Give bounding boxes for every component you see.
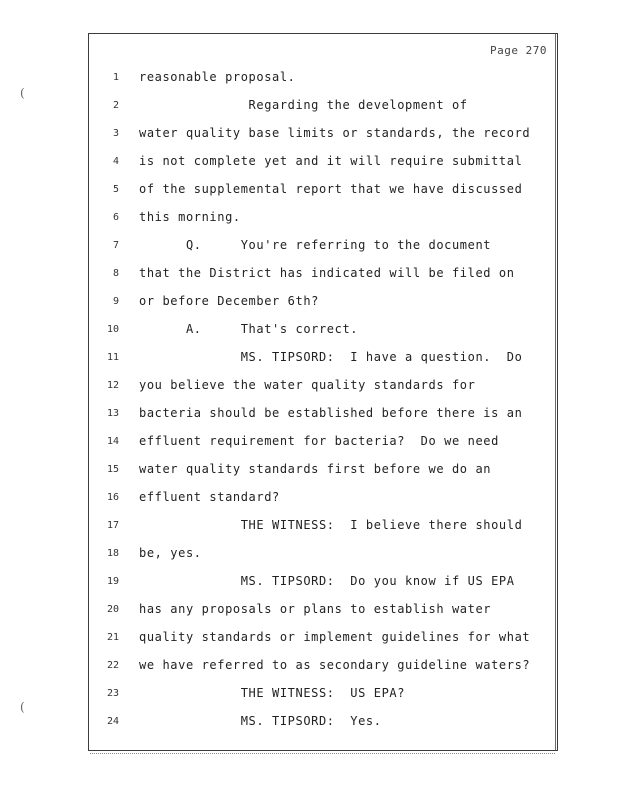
line-text: water quality standards first before we do an bbox=[139, 462, 492, 476]
line-text: this morning. bbox=[139, 210, 241, 224]
line-text: A. That's correct. bbox=[139, 322, 359, 336]
transcript-line bbox=[89, 98, 557, 118]
transcript-line bbox=[89, 658, 557, 678]
line-text: THE WITNESS: I believe there should bbox=[139, 518, 523, 532]
line-number: 14 bbox=[106, 436, 119, 447]
transcript-line bbox=[89, 574, 557, 594]
transcript-line bbox=[89, 714, 557, 734]
transcript-line bbox=[89, 378, 557, 398]
line-number: 18 bbox=[106, 548, 119, 559]
transcript-line bbox=[89, 294, 557, 314]
line-text: bacteria should be established before there is an bbox=[139, 406, 523, 420]
line-number: 19 bbox=[106, 576, 119, 587]
line-text: Regarding the development of bbox=[139, 98, 468, 112]
line-text: MS. TIPSORD: Do you know if US EPA bbox=[139, 574, 515, 588]
line-text: is not complete yet and it will require submittal bbox=[139, 154, 523, 168]
line-text: that the District has indicated will be filed on bbox=[139, 266, 515, 280]
line-number: 11 bbox=[106, 352, 119, 363]
line-number: 20 bbox=[106, 604, 119, 615]
line-number: 23 bbox=[106, 688, 119, 699]
page-number: Page 270 bbox=[490, 44, 547, 57]
line-text: has any proposals or plans to establish water bbox=[139, 602, 492, 616]
transcript-line bbox=[89, 182, 557, 202]
line-text: MS. TIPSORD: Yes. bbox=[139, 714, 382, 728]
transcript-line bbox=[89, 154, 557, 174]
transcript-line bbox=[89, 70, 557, 90]
transcript-line bbox=[89, 126, 557, 146]
line-number: 7 bbox=[112, 240, 119, 251]
line-number: 12 bbox=[106, 380, 119, 391]
transcript-line bbox=[89, 322, 557, 342]
line-text: THE WITNESS: US EPA? bbox=[139, 686, 406, 700]
line-text: be, yes. bbox=[139, 546, 202, 560]
transcript-line bbox=[89, 546, 557, 566]
bottom-scan-edge bbox=[90, 753, 555, 754]
transcript-line bbox=[89, 434, 557, 454]
line-number: 16 bbox=[106, 492, 119, 503]
transcript-line bbox=[89, 238, 557, 258]
line-number: 21 bbox=[106, 632, 119, 643]
transcript-page bbox=[88, 33, 558, 751]
line-text: water quality base limits or standards, the record bbox=[139, 126, 531, 140]
margin-bracket-mark: ( bbox=[20, 86, 25, 100]
transcript-line bbox=[89, 630, 557, 650]
line-text: MS. TIPSORD: I have a question. Do bbox=[139, 350, 523, 364]
transcript-line bbox=[89, 602, 557, 622]
line-text: effluent requirement for bacteria? Do we need bbox=[139, 434, 499, 448]
line-number: 9 bbox=[112, 296, 119, 307]
line-text: effluent standard? bbox=[139, 490, 280, 504]
line-number: 8 bbox=[112, 268, 119, 279]
line-number: 15 bbox=[106, 464, 119, 475]
transcript-line bbox=[89, 686, 557, 706]
line-number: 24 bbox=[106, 716, 119, 727]
line-text: of the supplemental report that we have discussed bbox=[139, 182, 523, 196]
transcript-lines bbox=[89, 34, 557, 750]
line-number: 10 bbox=[106, 324, 119, 335]
line-text: you believe the water quality standards for bbox=[139, 378, 476, 392]
line-text: quality standards or implement guidelines for what bbox=[139, 630, 531, 644]
line-number: 2 bbox=[112, 100, 119, 111]
transcript-line bbox=[89, 518, 557, 538]
line-number: 3 bbox=[112, 128, 119, 139]
transcript-line bbox=[89, 210, 557, 230]
line-number: 5 bbox=[112, 184, 119, 195]
transcript-line bbox=[89, 490, 557, 510]
line-number: 17 bbox=[106, 520, 119, 531]
margin-bracket-mark: ( bbox=[20, 700, 25, 714]
line-number: 1 bbox=[112, 72, 119, 83]
line-number: 4 bbox=[112, 156, 119, 167]
line-text: we have referred to as secondary guideline waters? bbox=[139, 658, 531, 672]
transcript-line bbox=[89, 266, 557, 286]
transcript-line bbox=[89, 350, 557, 370]
line-text: or before December 6th? bbox=[139, 294, 319, 308]
line-number: 13 bbox=[106, 408, 119, 419]
transcript-line bbox=[89, 462, 557, 482]
line-text: reasonable proposal. bbox=[139, 70, 296, 84]
transcript-line bbox=[89, 406, 557, 426]
line-text: Q. You're referring to the document bbox=[139, 238, 492, 252]
line-number: 22 bbox=[106, 660, 119, 671]
line-number: 6 bbox=[112, 212, 119, 223]
